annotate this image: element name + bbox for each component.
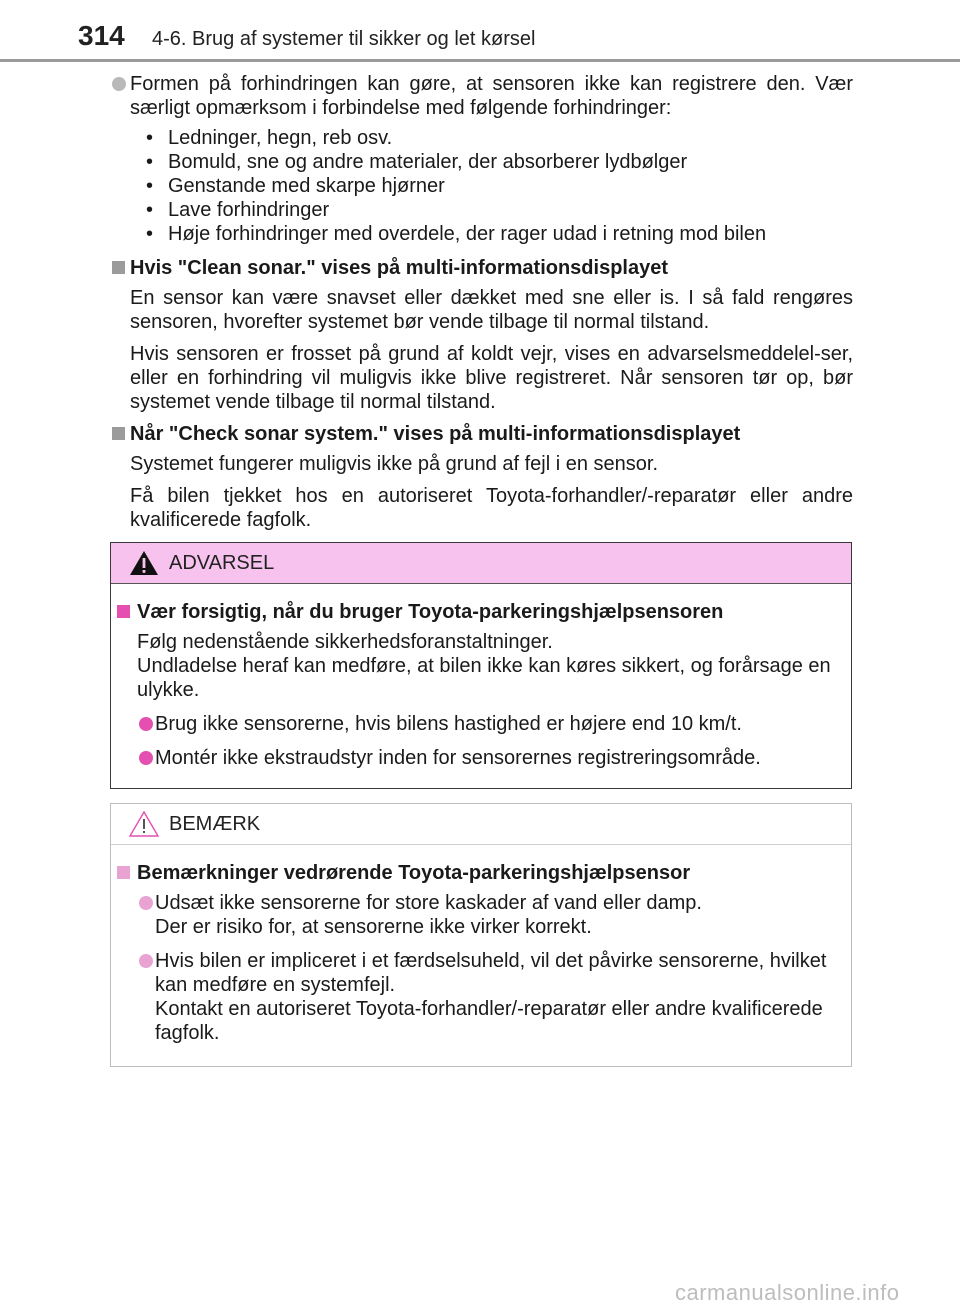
chapter-title: 4-6. Brug af systemer til sikker og let kørsel [152,28,536,50]
note-heading-text: Bemærkninger vedrørende Toyota-parkeringshjælpsensor [137,862,691,884]
section-square-icon [112,261,125,274]
intro-bullet [110,72,853,120]
warning-bullet-text: Brug ikke sensorerne, hvis bilens hastighed er højere end 10 km/t. [155,713,742,735]
note-line: Der er risiko for, at sensorerne ikke virker korrekt. [155,916,592,938]
page-number: 314 [78,20,125,51]
bullet-dot-icon [112,77,126,91]
paragraph [115,630,841,702]
warning-box [110,542,852,789]
caution-triangle-icon [129,810,159,838]
list-item: • Høje forhindringer med overdele, der rager udad i retning mod bilen [146,222,853,246]
warning-title: ADVARSEL [169,552,275,574]
note-bullet [115,891,841,939]
section-square-icon [117,605,130,618]
paragraph: Få bilen tjekket hos en autoriseret Toyota-forhandler/-reparatør eller andre kvalificerede fagfolk. [130,485,853,531]
warning-heading [115,600,841,624]
section-heading-text: Hvis "Clean sonar." vises på multi-informationsdisplayet [130,257,669,279]
paragraph: Hvis sensoren er frosset på grund af koldt vejr, vises en advarselsmeddelel-ser, eller en forhindring vil muligvis ikke blive registreret. Når sensoren tør op, bør systemet vende tilbage til normal tilstand. [130,343,853,413]
note-body [111,845,851,1045]
section-heading-text: Når "Check sonar system." vises på multi-informationsdisplayet [130,423,741,445]
list-item: • Bomuld, sne og andre materialer, der absorberer lydbølger [146,150,853,174]
bullet-dot-icon [139,717,153,731]
bullet-dot-icon [139,751,153,765]
intro-text: Formen på forhindringen kan gøre, at sensoren ikke kan registrere den. Vær særligt opmærksom i forbindelse med følgende forhindringer: [130,73,853,119]
paragraph: Systemet fungerer muligvis ikke på grund af fejl i en sensor. [130,453,659,475]
warning-body [111,584,851,770]
note-heading [115,861,841,885]
warning-line: Undladelse heraf kan medføre, at bilen ikke kan køres sikkert, og forårsage en ulykke. [137,655,831,701]
note-line: Udsæt ikke sensorerne for store kaskader af vand eller damp. [155,892,702,914]
warning-bullet-text: Montér ikke ekstraudstyr inden for sensorernes registreringsområde. [155,747,761,769]
section-square-icon [117,866,130,879]
warning-triangle-icon [129,549,159,577]
section-heading-clean-sonar [110,256,853,280]
note-box-header [111,804,851,845]
header-divider [0,59,960,62]
page-header [0,0,960,64]
paragraph: En sensor kan være snavset eller dækket med sne eller is. I så fald rengøres sensoren, hvorefter systemet bør vende tilbage til normal tilstand. [130,287,853,333]
warning-heading-text: Vær forsigtig, når du bruger Toyota-parkeringshjælpsensoren [137,601,724,623]
bullet-dot-icon [139,954,153,968]
main-content [110,72,853,540]
note-bullet [115,949,841,1045]
watermark: carmanualsonline.info [675,1280,900,1305]
warning-bullet [115,712,841,736]
note-line: Kontakt en autoriseret Toyota-forhandler/-reparatør eller andre kvalificerede fagfolk. [155,998,823,1044]
section-heading-check-sonar [110,422,853,446]
warning-line: Følg nedenstående sikkerhedsforanstaltninger. [137,631,553,653]
section-square-icon [112,427,125,440]
list-item: • Genstande med skarpe hjørner [146,174,853,198]
note-box [110,803,852,1067]
list-item: • Ledninger, hegn, reb osv. [146,126,853,150]
note-title: BEMÆRK [169,813,261,835]
note-line: Hvis bilen er impliceret i et færdselsuheld, vil det påvirke sensorerne, hvilket kan medføre en systemfejl. [155,950,827,996]
list-item: • Lave forhindringer [146,198,853,222]
warning-box-header [111,543,851,584]
obstacle-list [110,126,853,246]
warning-bullet [115,746,841,770]
bullet-dot-icon [139,896,153,910]
